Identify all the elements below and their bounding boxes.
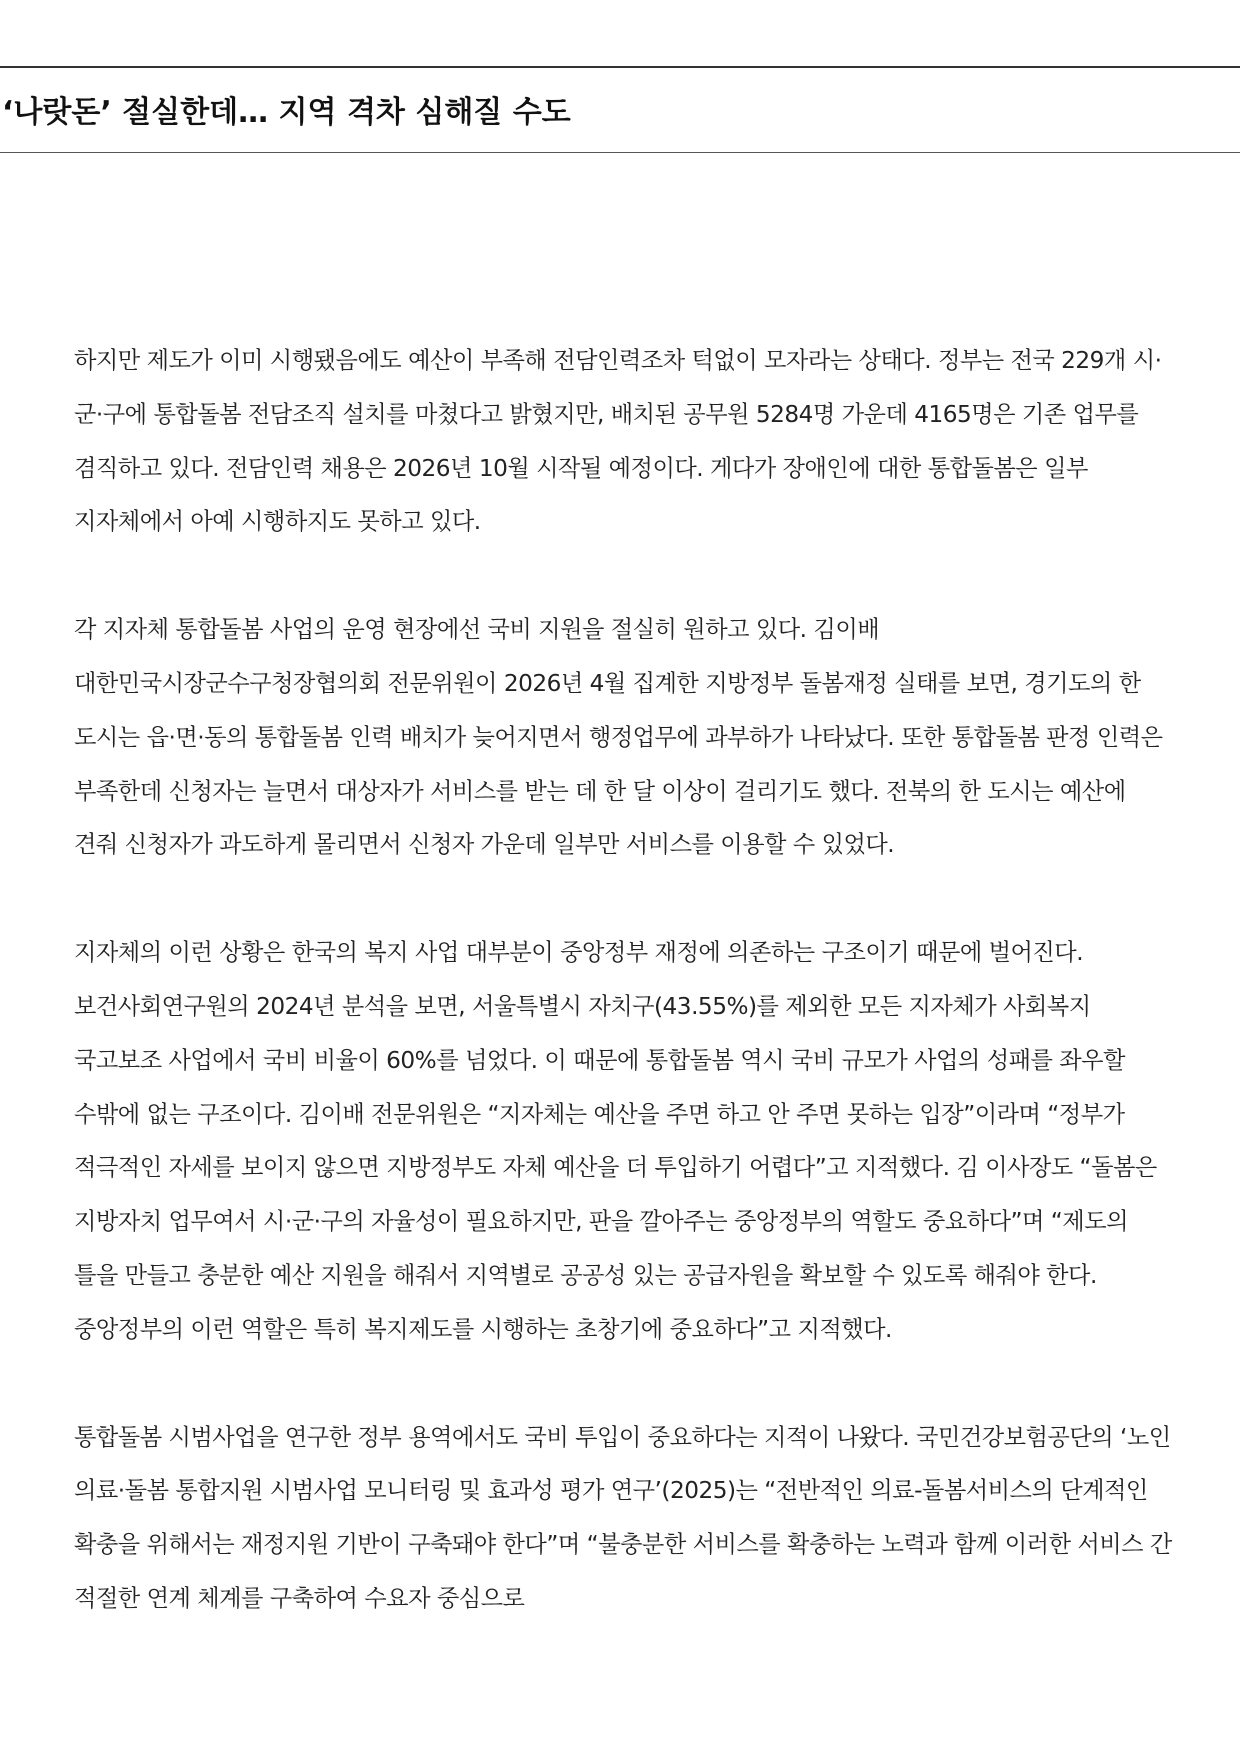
paragraph-2: 각 지자체 통합돌봄 사업의 운영 현장에선 국비 지원을 절실히 원하고 있다. 김이배 대한민국시장군수구청장협의회 전문위원이 2026년 4월 집계한 지방정부 돌봄재정 실태를 보면, 경기도의 한 도시는 읍·면·동의 통합돌봄 인력 배치가 늦어지면서 행정업무에 과부하가 나타났다. 또한 통합돌봄 판정 인력은 부족한데 신청자는 늘면서 대상자가 서비스를 받는 데 한 달 이상이 걸리기도 했다. 전북의 한 도시는 예산에 견줘 신청자가 과도하게 몰리면서 신청자 가운데 일부만 서비스를 이용할 수 있었다. — [74, 616, 1163, 859]
headline-divider — [0, 152, 1240, 153]
paragraph-1: 하지만 제도가 이미 시행됐음에도 예산이 부족해 전담인력조차 턱없이 모자라는 상태다. 정부는 전국 229개 시·군·구에 통합돌봄 전담조직 설치를 마쳤다고 밝혔지만, 배치된 공무원 5284명 가운데 4165명은 기존 업무를 겸직하고 있다. 전담인력 채용은 2026년 10월 시작될 예정이다. 게다가 장애인에 대한 통합돌봄은 일부 지자체에서 아예 시행하지도 못하고 있다. — [74, 347, 1162, 536]
top-divider — [0, 66, 1240, 68]
paragraph-4: 통합돌봄 시범사업을 연구한 정부 용역에서도 국비 투입이 중요하다는 지적이 나왔다. 국민건강보험공단의 ‘노인 의료·돌봄 통합지원 시범사업 모니터링 및 효과성 평가 연구’(2025)는 “전반적인 의료-돌봄서비스의 단계적인 확충을 위해서는 재정지원 기반이 구축돼야 한다”며 “불충분한 서비스를 확충하는 노력과 함께 이러한 서비스 간 적절한 연계 체계를 구축하여 수요자 중심으로 — [74, 1423, 1172, 1612]
article-headline: ‘나랏돈’ 절실한데… 지역 격차 심해질 수도 — [2, 95, 571, 130]
article-body — [74, 334, 1174, 1626]
paragraph-3: 지자체의 이런 상황은 한국의 복지 사업 대부분이 중앙정부 재정에 의존하는 구조이기 때문에 벌어진다. 보건사회연구원의 2024년 분석을 보면, 서울특별시 자치구(43.55%)를 제외한 모든 지자체가 사회복지 국고보조 사업에서 국비 비율이 60%를 넘었다. 이 때문에 통합돌봄 역시 국비 규모가 사업의 성패를 좌우할 수밖에 없는 구조이다. 김이배 전문위원은 “지자체는 예산을 주면 하고 안 주면 못하는 입장”이라며 “정부가 적극적인 자세를 보이지 않으면 지방정부도 자체 예산을 더 투입하기 어렵다”고 지적했다. 김 이사장도 “돌봄은 지방자치 업무여서 시·군·구의 자율성이 필요하지만, 판을 깔아주는 중앙정부의 역할도 중요하다”며 “제도의 틀을 만들고 충분한 예산 지원을 해줘서 지역별로 공공성 있는 공급자원을 확보할 수 있도록 해줘야 한다. 중앙정부의 이런 역할은 특히 복지제도를 시행하는 초창기에 중요하다”고 지적했다. — [74, 939, 1157, 1343]
